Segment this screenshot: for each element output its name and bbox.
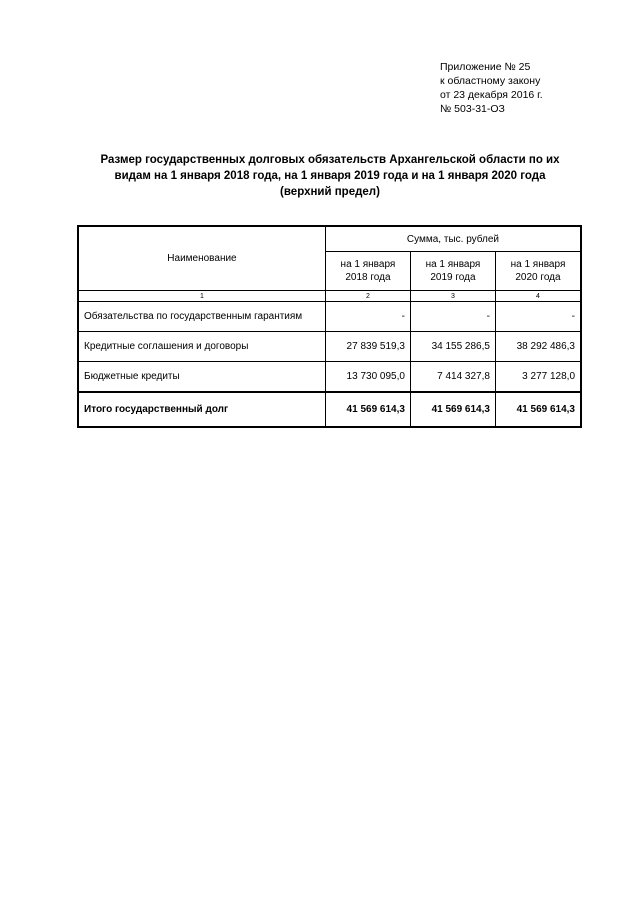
row-value: 27 839 519,3 [325,332,410,362]
row-name: Кредитные соглашения и договоры [78,332,325,362]
sum-column-header: Сумма, тыс. рублей [325,226,581,252]
row-value: - [410,302,495,332]
row-value: - [325,302,410,332]
total-name: Итого государственный долг [78,392,325,427]
total-value: 41 569 614,3 [495,392,581,427]
name-column-header: Наименование [78,226,325,291]
appendix-line: к областному закону [440,75,541,87]
appendix-line: от 23 декабря 2016 г. [440,89,543,101]
total-row [78,392,581,427]
total-value: 41 569 614,3 [325,392,410,427]
row-value: 34 155 286,5 [410,332,495,362]
column-number: 2 [325,291,410,302]
row-value: 13 730 095,0 [325,362,410,393]
row-value: 38 292 486,3 [495,332,581,362]
title-line: Размер государственных долговых обязательств Архангельской области по их [100,154,560,166]
row-value: - [495,302,581,332]
table-row [78,332,581,362]
row-name: Бюджетные кредиты [78,362,325,393]
document-title [80,152,580,200]
year-header-line: на 1 января [425,259,481,270]
total-value: 41 569 614,3 [410,392,495,427]
year-header-line: на 1 января [510,259,566,270]
row-value: 7 414 327,8 [410,362,495,393]
appendix-line: № 503-31-ОЗ [440,103,505,115]
appendix-block [440,60,543,116]
title-line: видам на 1 января 2018 года, на 1 января 2019 года и на 1 января 2020 года [114,170,546,182]
year-column-header [410,252,495,291]
debt-table [77,225,582,428]
column-number-row [78,291,581,302]
row-name: Обязательства по государственным гарантиям [78,302,325,332]
year-header-line: 2020 года [515,272,561,283]
table-row [78,302,581,332]
column-number: 4 [495,291,581,302]
table-row [78,362,581,393]
row-value: 3 277 128,0 [495,362,581,393]
year-header-line: 2019 года [430,272,476,283]
column-number: 1 [78,291,325,302]
year-column-header [495,252,581,291]
appendix-line: Приложение № 25 [440,61,531,73]
year-header-line: на 1 января [340,259,396,270]
year-column-header [325,252,410,291]
year-header-line: 2018 года [345,272,391,283]
title-line: (верхний предел) [280,186,380,198]
column-number: 3 [410,291,495,302]
